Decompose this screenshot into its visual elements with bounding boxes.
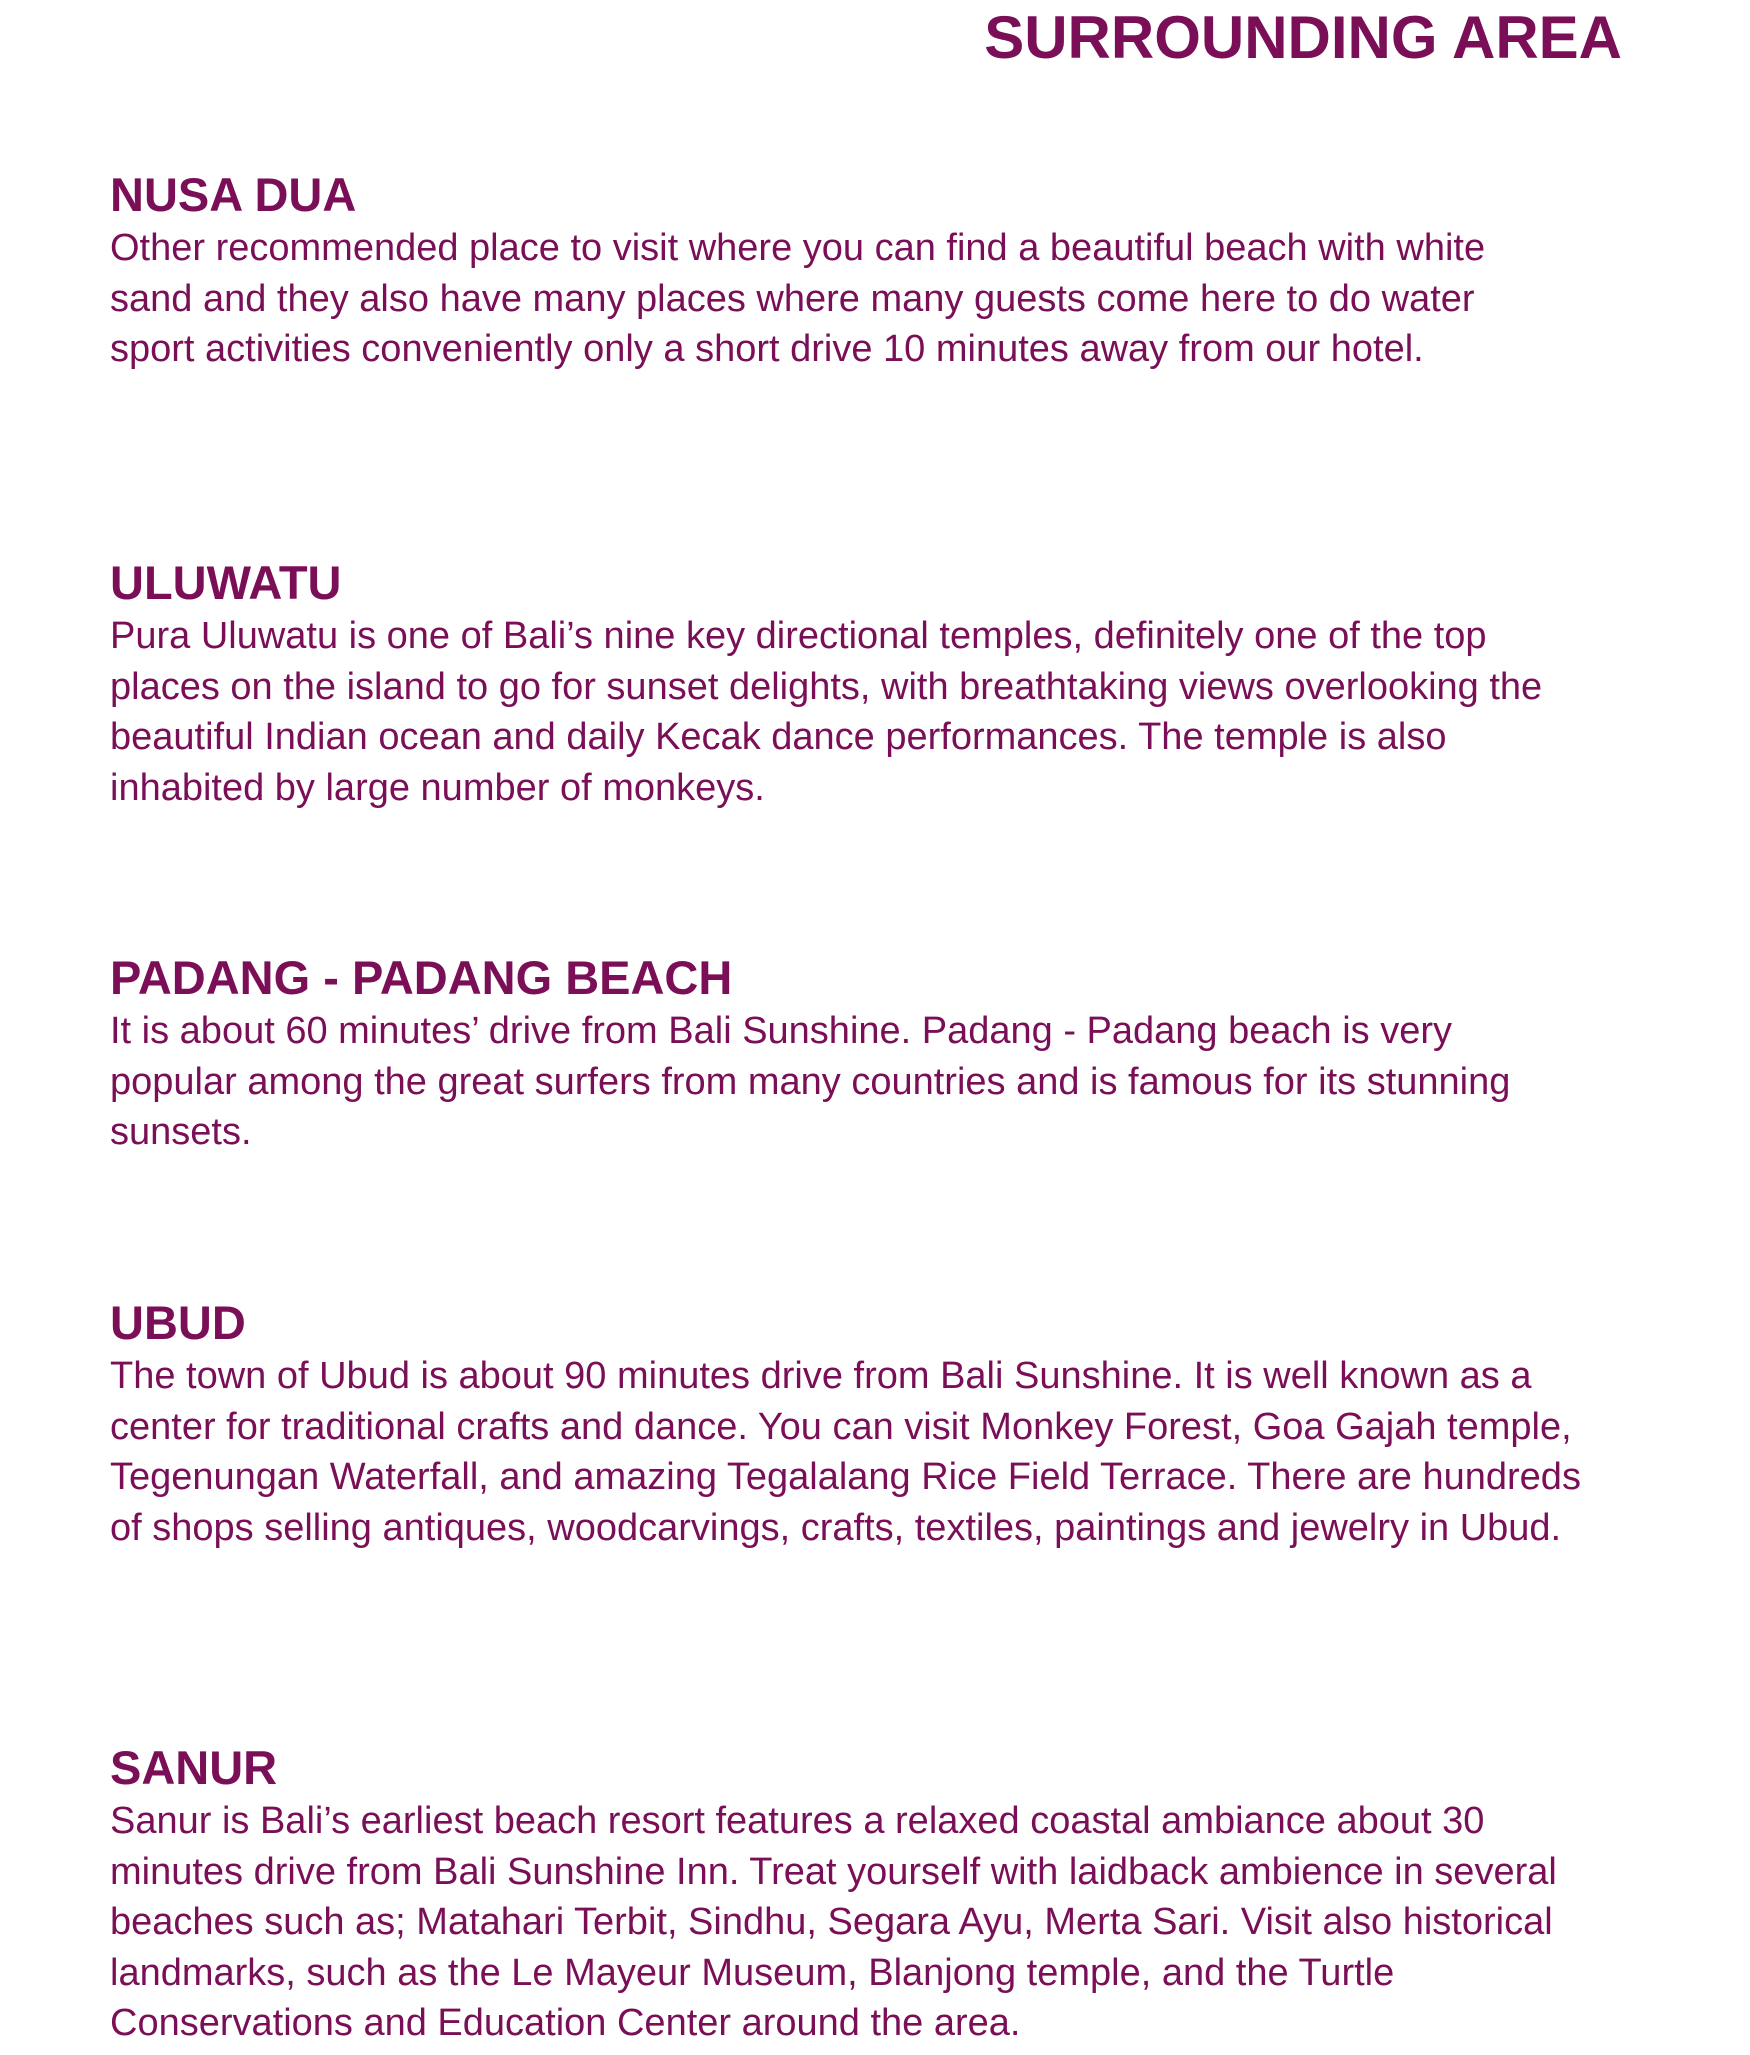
section-body: Sanur is Bali’s earliest beach resort features a relaxed coastal ambiance about 30 minutes drive from Bali Sunshine Inn. Treat yourself with laidback ambience in several beaches such as; Matahari Terbit, Sindhu, Segara Ayu, Merta Sari. Visit also historical landmarks, such as the Le Mayeur Museum, Blanjong temple, and the Turtle Conservations and Education Center around the area. xyxy=(110,1800,1557,2044)
section-heading: PADANG - PADANG BEACH xyxy=(110,951,733,1004)
section-nusa-dua xyxy=(110,167,1650,375)
page-title: SURROUNDING AREA xyxy=(984,4,1622,71)
section-heading: ULUWATU xyxy=(110,556,342,609)
section-body: The town of Ubud is about 90 minutes drive from Bali Sunshine. It is well known as a center for traditional crafts and dance. You can visit Monkey Forest, Goa Gajah temple, Tegenungan Waterfall, and amazing Tegalalang Rice Field Terrace. There are hundreds of shops selling antiques, woodcarvings, crafts, textiles, paintings and jewelry in Ubud. xyxy=(110,1355,1581,1549)
section-body: Other recommended place to visit where you can find a beautiful beach with white sand and they also have many places where many guests come here to do water sport activities conveniently only a short drive 10 minutes away from our hotel. xyxy=(110,227,1486,370)
section-ubud xyxy=(110,1295,1650,1553)
section-sanur xyxy=(110,1740,1650,2049)
section-padang-padang-beach xyxy=(110,950,1650,1158)
section-heading: NUSA DUA xyxy=(110,168,357,221)
section-body: It is about 60 minutes’ drive from Bali Sunshine. Padang - Padang beach is very popular among the great surfers from many countries and is famous for its stunning sunsets. xyxy=(110,1010,1511,1153)
section-body: Pura Uluwatu is one of Bali’s nine key directional temples, definitely one of the top places on the island to go for sunset delights, with breathtaking views overlooking the beautiful Indian ocean and daily Kecak dance performances. The temple is also inhabited by large number of monkeys. xyxy=(110,615,1543,809)
section-heading: SANUR xyxy=(110,1741,278,1794)
section-uluwatu xyxy=(110,555,1650,813)
section-heading: UBUD xyxy=(110,1296,246,1349)
